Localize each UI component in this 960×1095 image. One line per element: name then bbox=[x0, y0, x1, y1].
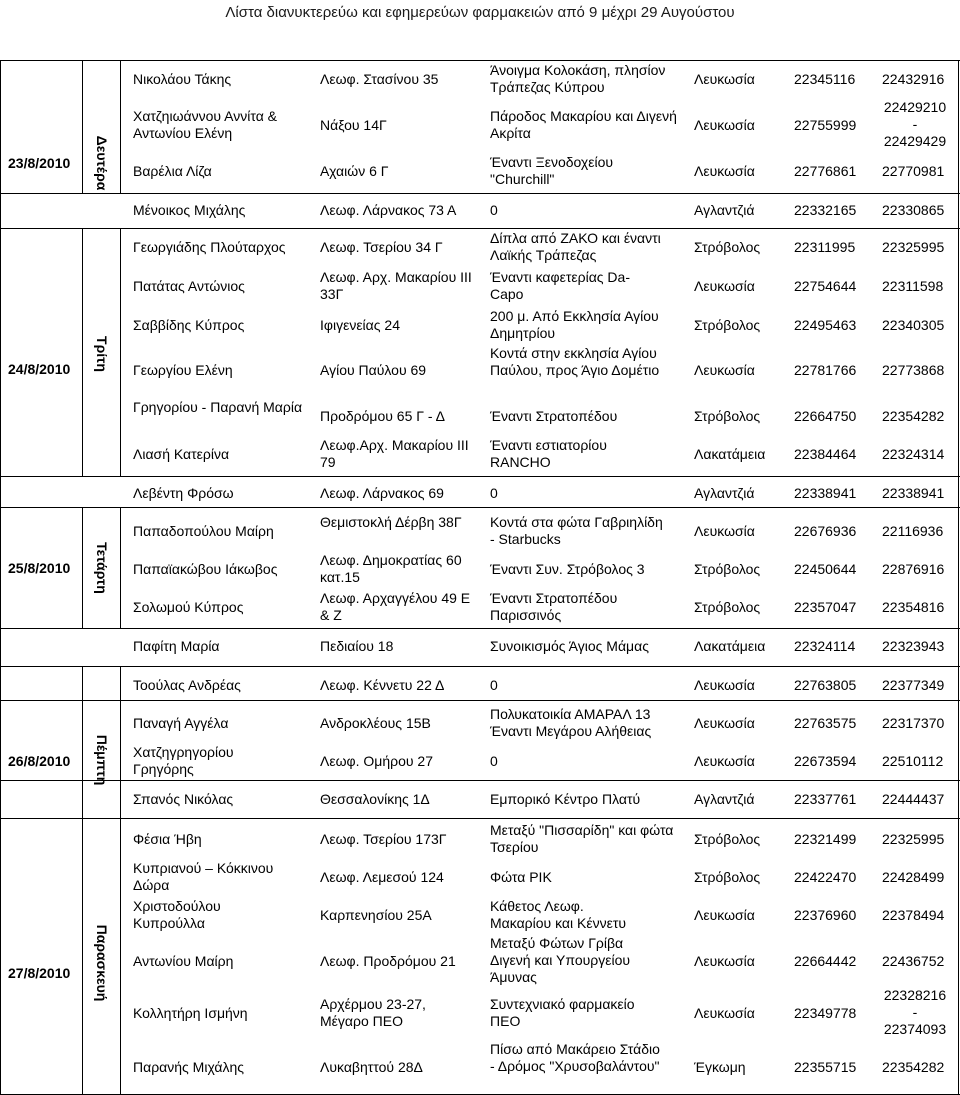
phone-1: 22337761 bbox=[794, 791, 857, 807]
phone-2: 22770981 bbox=[882, 163, 945, 179]
phone-2: 22330865 bbox=[882, 202, 945, 218]
phone-2: 22773868 bbox=[882, 362, 945, 378]
pharmacist-name: Παπαδοπούλου Μαίρη bbox=[133, 523, 274, 539]
phone-1: 22332165 bbox=[794, 202, 857, 218]
location: 0 bbox=[490, 677, 498, 693]
pharmacist-name: Λεβέντη Φρόσω bbox=[133, 485, 234, 501]
location: 0 bbox=[490, 485, 498, 501]
city: Λευκωσία bbox=[694, 715, 755, 731]
address: Λεωφ. Προδρόμου 21 bbox=[320, 953, 456, 969]
city: Λευκωσία bbox=[694, 117, 755, 133]
phone-1: 22338941 bbox=[794, 485, 857, 501]
location: Πολυκατοικία ΑΜΑΡΑΛ 13 Έναντι Μεγάρου Αλήθειας bbox=[490, 706, 652, 739]
group-divider bbox=[0, 780, 960, 781]
date-col-divider bbox=[82, 228, 83, 476]
phone-1: 22384464 bbox=[794, 446, 857, 462]
location: Συνοικισμός Άγιος Μάμας bbox=[490, 638, 649, 654]
phone-1: 22664442 bbox=[794, 953, 857, 969]
pharmacist-name: Γεωργιάδης Πλούταρχος bbox=[133, 239, 286, 255]
phone-2: 22317370 bbox=[882, 715, 945, 731]
phone-2: 22354282 bbox=[882, 408, 945, 424]
location: Έναντι εστιατορίου RANCHO bbox=[490, 437, 607, 470]
phone-1: 22345116 bbox=[794, 71, 856, 87]
phone-2: 22444437 bbox=[882, 791, 945, 807]
day-label: Τρίτη bbox=[94, 336, 110, 372]
location: Μεταξύ Φώτων Γρίβα Διγενή και Υπουργείου Άμυνας bbox=[490, 935, 631, 985]
location: Φώτα ΡΙΚ bbox=[490, 869, 552, 885]
phone-1: 22495463 bbox=[794, 317, 857, 333]
date-label: 27/8/2010 bbox=[8, 965, 71, 981]
date-col-divider bbox=[120, 818, 121, 1094]
address: Αχαιών 6 Γ bbox=[320, 163, 389, 179]
date-col-divider bbox=[120, 60, 121, 193]
address: Αρχέρμου 23-27, Μέγαρο ΠΕΟ bbox=[320, 996, 426, 1029]
group-divider bbox=[0, 507, 960, 508]
pharmacist-name: Αντωνίου Μαίρη bbox=[133, 953, 234, 969]
location: Κοντά στην εκκλησία Αγίου Παύλου, προς Άγιο Δομέτιο bbox=[490, 345, 660, 378]
pharmacist-name: Λιασή Κατερίνα bbox=[133, 446, 230, 462]
city: Λευκωσία bbox=[694, 753, 755, 769]
city: Λακατάμεια bbox=[694, 446, 766, 462]
address: Προδρόμου 65 Γ - Δ bbox=[320, 408, 445, 424]
group-divider bbox=[0, 818, 960, 819]
table-border-left bbox=[0, 60, 1, 1094]
location: Έναντι Ξενοδοχείου "Churchill" bbox=[490, 154, 614, 187]
phone-1: 22450644 bbox=[794, 561, 857, 577]
address: Λεωφ. Αρχαγγέλου 49 Ε & Ζ bbox=[320, 590, 471, 623]
address: Λεωφ. Τσερίου 34 Γ bbox=[320, 239, 443, 255]
group-divider bbox=[0, 228, 960, 229]
group-divider bbox=[0, 700, 960, 701]
phone-1: 22321499 bbox=[794, 831, 857, 847]
pharmacist-name: Σπανός Νικόλας bbox=[133, 791, 234, 807]
address: Λεωφ. Λεμεσού 124 bbox=[320, 869, 444, 885]
location: Εμπορικό Κέντρο Πλατύ bbox=[490, 791, 641, 807]
address: Λεωφ. Τσερίου 173Γ bbox=[320, 831, 447, 847]
address: Λεωφ. Λάρνακος 69 bbox=[320, 485, 444, 501]
date-col-divider bbox=[82, 507, 83, 628]
phone-2: 22311598 bbox=[882, 278, 944, 294]
address: Λεωφ. Κέννετυ 22 Δ bbox=[320, 677, 445, 693]
city: Λευκωσία bbox=[694, 907, 755, 923]
day-label: Δευτέρα bbox=[94, 135, 110, 191]
day-label: Τετάρτη bbox=[94, 542, 110, 594]
day-label: Πέμπτη bbox=[94, 734, 110, 786]
city: Στρόβολος bbox=[694, 599, 761, 615]
location: Πίσω από Μακάρειο Στάδιο - Δρόμος "Χρυσοβαλάντου" bbox=[490, 1041, 660, 1074]
phone-1: 22676936 bbox=[794, 523, 857, 539]
phone-2: 22328216 - 22374093 bbox=[883, 987, 947, 1037]
address: Λεωφ. Ομήρου 27 bbox=[320, 753, 433, 769]
group-divider bbox=[0, 628, 960, 629]
city: Λευκωσία bbox=[694, 71, 755, 87]
address: Ιφιγενείας 24 bbox=[320, 317, 400, 333]
phone-1: 22357047 bbox=[794, 599, 857, 615]
pharmacist-name: Παναγή Αγγέλα bbox=[133, 715, 229, 731]
phone-1: 22763575 bbox=[794, 715, 857, 731]
phone-2: 22428499 bbox=[882, 869, 945, 885]
location: Πάροδος Μακαρίου και Διγενή Ακρίτα bbox=[490, 108, 677, 141]
pharmacist-name: Χατζηιωάννου Αννίτα & Αντωνίου Ελένη bbox=[133, 108, 278, 141]
phone-2: 22325995 bbox=[882, 831, 945, 847]
city: Λευκωσία bbox=[694, 523, 755, 539]
page-title: Λίστα διανυκτερεύω και εφημερεύων φαρμακειών από 9 μέχρι 29 Αυγούστου bbox=[225, 4, 735, 21]
city: Στρόβολος bbox=[694, 239, 761, 255]
phone-2: 22377349 bbox=[882, 677, 945, 693]
address: Νάξου 14Γ bbox=[320, 117, 387, 133]
day-label: Παρασκευή bbox=[94, 924, 110, 1002]
pharmacist-name: Σολωμού Κύπρος bbox=[133, 599, 244, 615]
address: Λεωφ.Αρχ. Μακαρίου ΙΙΙ 79 bbox=[320, 437, 469, 470]
location: 0 bbox=[490, 202, 498, 218]
pharmacist-name: Νικολάου Τάκης bbox=[133, 71, 232, 87]
city: Στρόβολος bbox=[694, 869, 761, 885]
date-col-divider bbox=[120, 507, 121, 628]
city: Στρόβολος bbox=[694, 831, 761, 847]
city: Λευκωσία bbox=[694, 953, 755, 969]
phone-1: 22349778 bbox=[794, 1005, 857, 1021]
phone-1: 22755999 bbox=[794, 117, 857, 133]
address: Λεωφ. Δημοκρατίας 60 κατ.15 bbox=[320, 552, 462, 585]
location: Συντεχνιακό φαρμακείο ΠΕΟ bbox=[490, 996, 635, 1029]
pharmacist-name: Χριστοδούλου Κυπρούλλα bbox=[133, 898, 221, 931]
city: Λευκωσία bbox=[694, 677, 755, 693]
table-border-right bbox=[958, 60, 959, 1094]
phone-1: 22376960 bbox=[794, 907, 857, 923]
date-label: 23/8/2010 bbox=[8, 155, 71, 171]
location: Άνοιγμα Κολοκάση, πλησίον Τράπεζας Κύπρου bbox=[490, 62, 666, 95]
phone-1: 22664750 bbox=[794, 408, 857, 424]
address: Θεμιστοκλή Δέρβη 38Γ bbox=[320, 514, 462, 530]
city: Στρόβολος bbox=[694, 561, 761, 577]
address: Λεωφ. Αρχ. Μακαρίου ΙΙΙ 33Γ bbox=[320, 269, 472, 302]
phone-2: 22325995 bbox=[882, 239, 945, 255]
pharmacist-name: Βαρέλια Λίζα bbox=[133, 163, 212, 179]
pharmacist-name: Παπαϊακώβου Ιάκωβος bbox=[133, 561, 278, 577]
phone-2: 22436752 bbox=[882, 953, 945, 969]
pharmacist-name: Μένοικος Μιχάλης bbox=[133, 202, 246, 218]
city: Λακατάμεια bbox=[694, 638, 766, 654]
city: Στρόβολος bbox=[694, 317, 761, 333]
pharmacist-name: Πατάτας Αντώνιος bbox=[133, 278, 245, 294]
location: Έναντι Συν. Στρόβολος 3 bbox=[490, 561, 645, 577]
phone-2: 22429210 - 22429429 bbox=[883, 99, 947, 149]
city: Αγλαντζιά bbox=[694, 791, 755, 807]
date-col-divider bbox=[82, 60, 83, 193]
city: Λευκωσία bbox=[694, 278, 755, 294]
pharmacist-name: Κυπριανού – Κόκκινου Δώρα bbox=[133, 860, 274, 893]
date-label: 24/8/2010 bbox=[8, 361, 71, 377]
location: Μεταξύ "Πισσαρίδη" και φώτα Τσερίου bbox=[490, 822, 674, 855]
pharmacist-name: Γρηγορίου - Παρανή Μαρία bbox=[133, 399, 303, 415]
phone-2: 22116936 bbox=[882, 523, 944, 539]
city: Αγλαντζιά bbox=[694, 485, 755, 501]
location: Έναντι Στρατοπέδου Παρισσινός bbox=[490, 590, 618, 623]
address: Λεωφ. Λάρνακος 73 Α bbox=[320, 202, 457, 218]
phone-1: 22324114 bbox=[794, 638, 856, 654]
address: Λυκαβηττού 28Δ bbox=[320, 1059, 423, 1075]
date-label: 26/8/2010 bbox=[8, 753, 71, 769]
phone-1: 22311995 bbox=[794, 239, 856, 255]
phone-2: 22354816 bbox=[882, 599, 945, 615]
city: Λευκωσία bbox=[694, 163, 755, 179]
phone-2: 22354282 bbox=[882, 1059, 945, 1075]
location: 0 bbox=[490, 753, 498, 769]
location: Έναντι καφετερίας Da-Capo bbox=[490, 269, 630, 302]
group-divider bbox=[0, 476, 960, 477]
date-col-divider bbox=[120, 228, 121, 476]
phone-1: 22763805 bbox=[794, 677, 857, 693]
address: Ανδροκλέους 15Β bbox=[320, 715, 431, 731]
city: Λευκωσία bbox=[694, 362, 755, 378]
address: Αγίου Παύλου 69 bbox=[320, 362, 427, 378]
address: Θεσσαλονίκης 1Δ bbox=[320, 791, 430, 807]
phone-1: 22754644 bbox=[794, 278, 857, 294]
location: 200 μ. Από Εκκλησία Αγίου Δημητρίου bbox=[490, 308, 659, 341]
phone-1: 22355715 bbox=[794, 1059, 857, 1075]
pharmacist-name: Σαββίδης Κύπρος bbox=[133, 317, 245, 333]
phone-1: 22776861 bbox=[794, 163, 857, 179]
pharmacist-name: Παρανής Μιχάλης bbox=[133, 1059, 245, 1075]
phone-2: 22324314 bbox=[882, 446, 945, 462]
city: Έγκωμη bbox=[694, 1059, 746, 1075]
group-divider bbox=[0, 666, 960, 667]
phone-2: 22510112 bbox=[882, 753, 944, 769]
pharmacist-name: Κολλητήρη Ισμήνη bbox=[133, 1005, 248, 1021]
address: Πεδιαίου 18 bbox=[320, 638, 394, 654]
phone-2: 22876916 bbox=[882, 561, 945, 577]
phone-1: 22422470 bbox=[794, 869, 857, 885]
phone-1: 22673594 bbox=[794, 753, 857, 769]
date-col-divider bbox=[82, 818, 83, 1094]
location: Κάθετος Λεωφ. Μακαρίου και Κέννετυ bbox=[490, 898, 627, 931]
city: Λευκωσία bbox=[694, 1005, 755, 1021]
city: Αγλαντζιά bbox=[694, 202, 755, 218]
pharmacist-name: Γεωργίου Ελένη bbox=[133, 362, 233, 378]
address: Καρπενησίου 25Α bbox=[320, 907, 432, 923]
group-divider bbox=[0, 193, 960, 194]
pharmacist-name: Τοούλας Ανδρέας bbox=[133, 677, 241, 693]
location: Δίπλα από ΖΑΚΟ και έναντι Λαϊκής Τράπεζας bbox=[490, 230, 661, 263]
phone-2: 22338941 bbox=[882, 485, 945, 501]
pharmacist-name: Χατζηγρηγορίου Γρηγόρης bbox=[133, 744, 234, 777]
phone-1: 22781766 bbox=[794, 362, 857, 378]
location: Έναντι Στρατοπέδου bbox=[490, 408, 618, 424]
pharmacist-name: Φέσια Ήβη bbox=[133, 831, 202, 847]
phone-2: 22378494 bbox=[882, 907, 945, 923]
address: Λεωφ. Στασίνου 35 bbox=[320, 71, 439, 87]
date-col-divider bbox=[120, 666, 121, 818]
phone-2: 22340305 bbox=[882, 317, 945, 333]
phone-2: 22323943 bbox=[882, 638, 945, 654]
phone-2: 22432916 bbox=[882, 71, 945, 87]
date-col-divider bbox=[82, 666, 83, 818]
table-border-top bbox=[0, 60, 960, 61]
city: Στρόβολος bbox=[694, 408, 761, 424]
location: Κοντά στα φώτα Γαβριηλίδη - Starbucks bbox=[490, 514, 663, 547]
pharmacist-name: Παφίτη Μαρία bbox=[133, 638, 220, 654]
date-label: 25/8/2010 bbox=[8, 560, 71, 576]
